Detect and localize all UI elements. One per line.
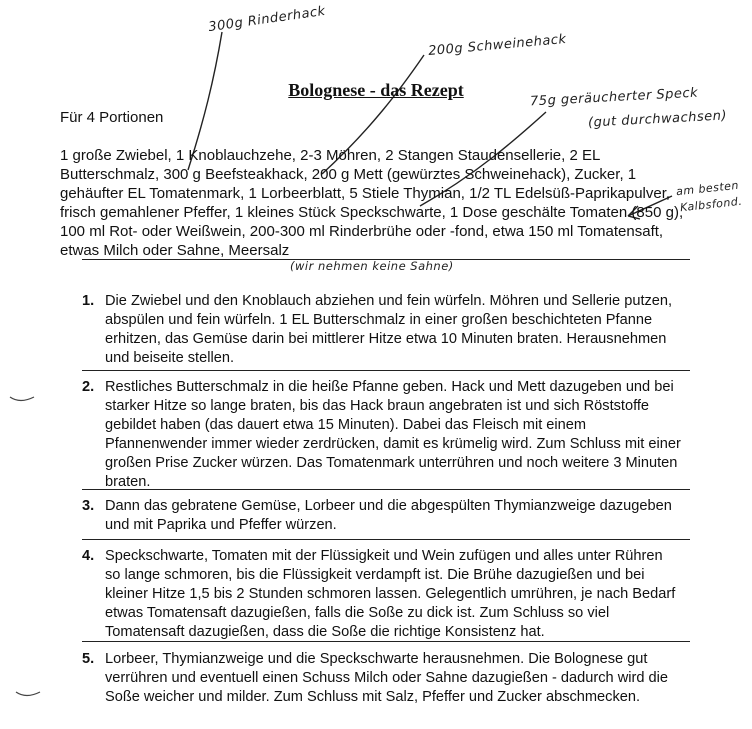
step-number: 1. <box>82 293 95 309</box>
step-text: Restliches Butterschmalz in die heiße Pfanne geben. Hack und Mett dazugeben und bei starker Hitze so lange braten, bis das Hack braun angebraten ist und sich Röststoffe gebildet haben (das dauert etwa 15 Minuten). Dabei das Fleisch mit einem Pfannenwender immer wieder zerdrücken, damit es krümelig wird. Zum Schluss mit einer großen Prise Zucker würzen. Das Tomatenmark unterrühren und noch weitere 3 Minuten braten. <box>105 379 681 490</box>
step-number: 2. <box>82 379 95 395</box>
step-2 <box>82 378 682 492</box>
divider-step-4 <box>82 641 690 642</box>
step-text: Die Zwiebel und den Knoblauch abziehen und fein würfeln. Möhren und Sellerie putzen, abspülen und fein würfeln. 1 EL Butterschmalz in einer großen beschichteten Pfanne erhitzen, das Gemüse darin bei mittlerer Hitze etwa 10 Minuten braten. Herausnehmen und beiseite stellen. <box>105 293 673 366</box>
step-5 <box>82 650 682 707</box>
step-1 <box>82 292 682 368</box>
page-title: Bolognese - das Rezept <box>288 80 464 100</box>
divider-step-2 <box>82 489 690 490</box>
step-text: Dann das gebratene Gemüse, Lorbeer und die abgespülten Thymianzweige dazugeben und mit Paprika und Pfeffer würzen. <box>105 498 672 533</box>
annotation-schweinehack: 200g Schweinehack <box>427 31 568 60</box>
annotation-speck-line2: (gut durchwachsen) <box>587 108 728 131</box>
divider-step-3 <box>82 539 690 540</box>
step-text: Speckschwarte, Tomaten mit der Flüssigkeit und Wein zufügen und alles unter Rühren so lange schmoren, bis die Flüssigkeit verdampft ist. Die Brühe dazugießen und bei kleiner Hitze 1,5 bis 2 Stunden schmoren lassen. Gelegentlich umrühren, je nach Bedarf etwas Tomatensaft dazugießen, falls die Soße zu dick ist. Zum Schluss so viel Tomatensaft dazugießen, dass die Soße die richtige Konsistenz hat. <box>105 548 676 640</box>
annotation-rinderhack: 300g Rinderhack <box>207 3 327 36</box>
annotation-speck-line1: 75g geräucherter Speck <box>529 85 699 110</box>
step-number: 5. <box>82 651 95 667</box>
step-number: 3. <box>82 498 95 514</box>
annotation-sahne: (wir nehmen keine Sahne) <box>290 259 454 273</box>
margin-mark-2 <box>16 692 40 696</box>
step-text: Lorbeer, Thymianzweige und die Speckschwarte herausnehmen. Die Bolognese gut verrühren und eventuell einen Schuss Milch oder Sahne dazugießen - dadurch wird die Soße weicher und milder. Zum Schluss mit Salz, Pfeffer und Zucker abschmecken. <box>105 651 669 705</box>
step-3 <box>82 497 682 535</box>
divider-step-1 <box>82 370 690 371</box>
divider-ingredients <box>82 259 690 260</box>
margin-mark-1 <box>10 397 34 401</box>
annotation-kalbsfond-line2: Kalbsfond. <box>679 194 743 215</box>
portions-label: Für 4 Portionen <box>60 109 164 126</box>
ingredients-list: 1 große Zwiebel, 1 Knoblauchzehe, 2-3 Möhren, 2 Stangen Staudensellerie, 2 EL Butterschmalz, 300 g Beefsteakhack, 200 g Mett (gewürztes Schweinehack), Zucker, 1 gehäufter EL Tomatenmark, 1 Lorbeerblatt, 5 Stiele Thymian, 1/2 TL Edelsüß-Paprikapulver, frisch gemahlener Pfeffer, 1 kleines Stück Speckschwarte, 1 Dose geschälte Tomaten (850 g), 100 ml Rot- oder Weißwein, 200-300 ml Rinderbrühe oder -fond, etwa 150 ml Tomatensaft, etwas Milch oder Sahne, Meersalz <box>60 147 684 259</box>
annotation-kalbsfond-line1: am besten <box>675 178 740 199</box>
step-number: 4. <box>82 548 95 564</box>
step-4 <box>82 547 682 642</box>
